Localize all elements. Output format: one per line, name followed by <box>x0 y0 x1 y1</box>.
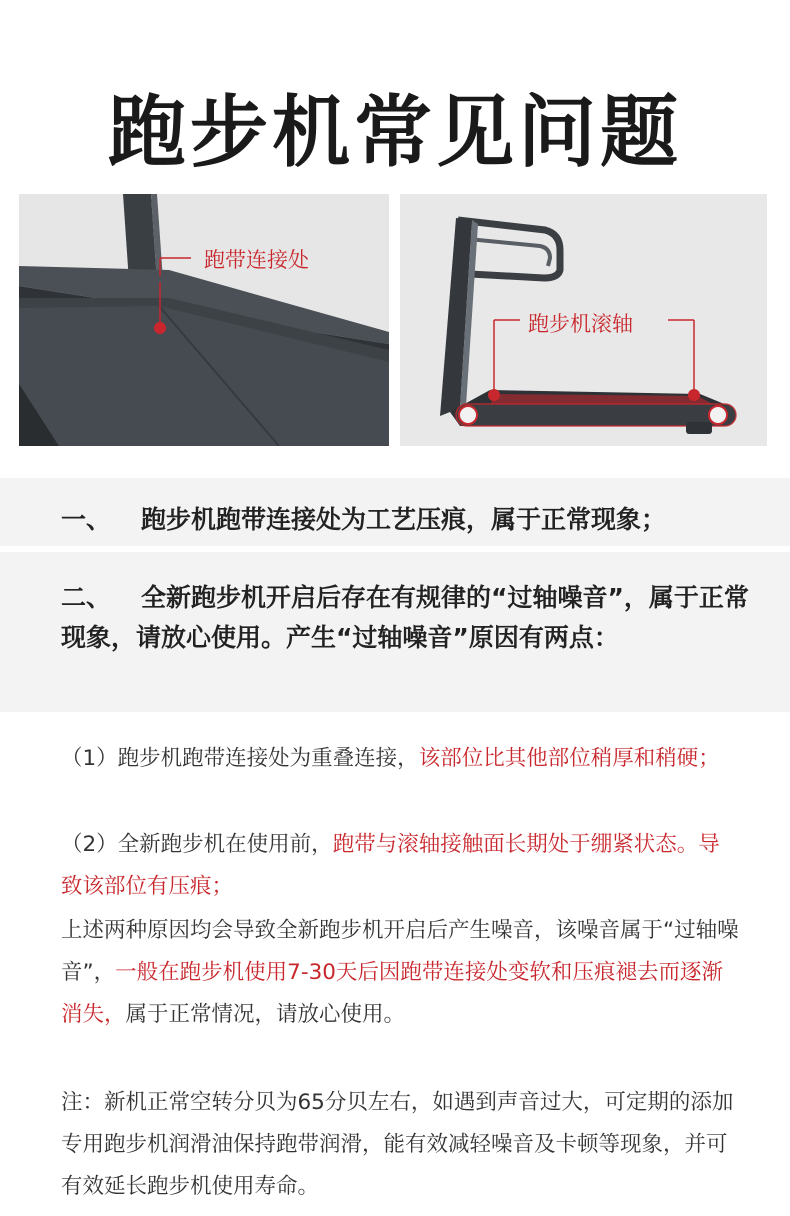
page-title: 跑步机常见问题 <box>107 88 682 178</box>
reason-two-highlight: 跑带与滚轴接触面长期处于绷紧状态。导致该部位有压痕； <box>61 832 720 899</box>
point-two <box>61 578 751 658</box>
point-one-text: 跑步机跑带连接处为工艺压痕，属于正常现象； <box>141 505 667 534</box>
point-one <box>61 500 666 536</box>
reason-one-highlight: 该部位比其他部位稍厚和稍硬； <box>418 746 720 771</box>
roller-label: 跑步机滚轴 <box>528 312 633 336</box>
summary-plain-start: 上述两种原因均会导致全新跑步机开启后产生噪音，该噪音属于“过轴噪音”， <box>61 918 739 985</box>
reason-one-plain: （1）跑步机跑带连接处为重叠连接， <box>61 746 419 771</box>
summary-plain-end: 属于正常情况，请放心使用。 <box>125 1002 406 1027</box>
note: 注：新机正常空转分贝为65分贝左右，如遇到声音过大，可定期的添加专用跑步机润滑油保持跑带润滑，能有效减轻噪音及卡顿等现象，并可有效延长跑步机使用寿命。 <box>61 1090 734 1199</box>
summary <box>61 910 741 1036</box>
reason-one <box>61 738 741 780</box>
reason-two-plain: （2）全新跑步机在使用前， <box>61 832 333 857</box>
reason-two <box>61 824 741 908</box>
point-two-text: 全新跑步机开启后存在有规律的“过轴噪音”，属于正常现象，请放心使用。产生“过轴噪音”原因有两点： <box>61 583 749 652</box>
belt-joint-label: 跑带连接处 <box>204 248 309 272</box>
point-two-number: 二、 <box>61 583 112 612</box>
point-one-number: 一、 <box>61 505 112 534</box>
summary-highlight: 一般在跑步机使用7-30天后因跑带连接处变软和压痕褪去而逐渐消失， <box>61 960 723 1027</box>
belt-joint-photo <box>19 194 389 446</box>
